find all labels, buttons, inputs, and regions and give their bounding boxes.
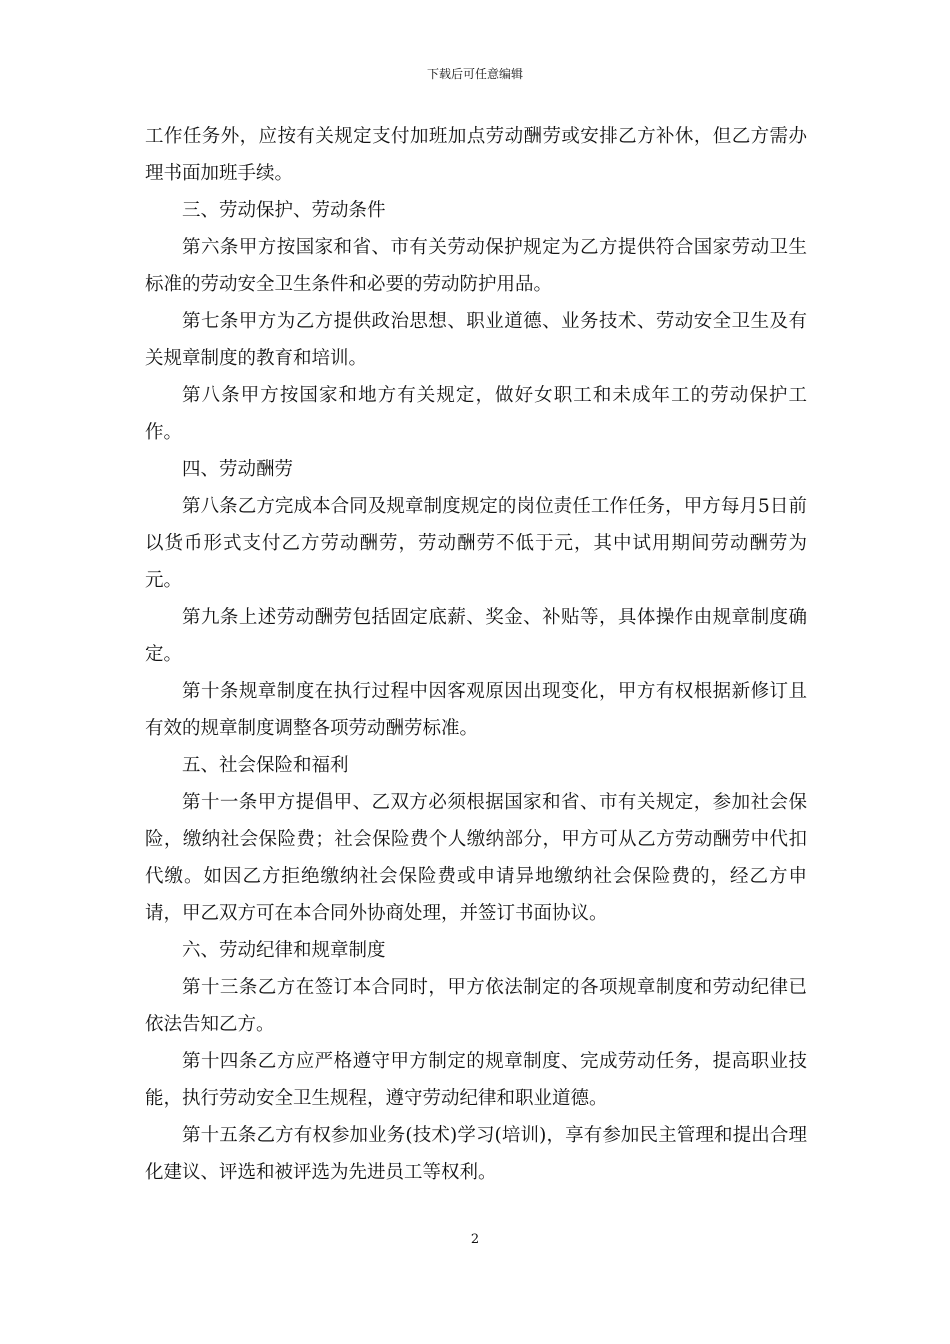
article-13: 第十三条乙方在签订本合同时，甲方依法制定的各项规章制度和劳动纪律已依法告知乙方。: [145, 977, 807, 1035]
section-heading-social-insurance: 五、社会保险和福利: [182, 755, 349, 776]
section-heading-remuneration: 四、劳动酬劳: [182, 459, 294, 480]
article-8-protection: 第八条甲方按国家和地方有关规定，做好女职工和未成年工的劳动保护工作。: [145, 385, 807, 443]
article-8-remuneration: 第八条乙方完成本合同及规章制度规定的岗位责任工作任务，甲方每月5日前以货币形式支付乙方劳动酬劳，劳动酬劳不低于元，其中试用期间劳动酬劳为元。: [145, 496, 807, 591]
article-10: 第十条规章制度在执行过程中因客观原因出现变化，甲方有权根据新修订且有效的规章制度调整各项劳动酬劳标准。: [145, 681, 807, 739]
article-7: 第七条甲方为乙方提供政治思想、职业道德、业务技术、劳动安全卫生及有关规章制度的教育和培训。: [145, 311, 807, 369]
page-header: 下载后可任意编辑: [426, 67, 523, 81]
article-6: 第六条甲方按国家和省、市有关劳动保护规定为乙方提供符合国家劳动卫生标准的劳动安全卫生条件和必要的劳动防护用品。: [145, 237, 807, 295]
page-number: 2: [470, 1232, 480, 1247]
article-14: 第十四条乙方应严格遵守甲方制定的规章制度、完成劳动任务，提高职业技能，执行劳动安全卫生规程，遵守劳动纪律和职业道德。: [145, 1051, 807, 1109]
section-heading-labor-protection: 三、劳动保护、劳动条件: [182, 200, 386, 221]
paragraph-continuation: 工作任务外，应按有关规定支付加班加点劳动酬劳或安排乙方补休，但乙方需办理书面加班手续。: [145, 126, 807, 184]
article-9: 第九条上述劳动酬劳包括固定底薪、奖金、补贴等，具体操作由规章制度确定。: [145, 607, 807, 665]
document-body: [145, 118, 807, 1191]
article-11: 第十一条甲方提倡甲、乙双方必须根据国家和省、市有关规定，参加社会保险，缴纳社会保险费；社会保险费个人缴纳部分，甲方可从乙方劳动酬劳中代扣代缴。如因乙方拒绝缴纳社会保险费或申请异地缴纳社会保险费的，经乙方申请，甲乙双方可在本合同外协商处理，并签订书面协议。: [145, 792, 807, 924]
article-15: 第十五条乙方有权参加业务(技术)学习(培训)，享有参加民主管理和提出合理化建议、评选和被评选为先进员工等权利。: [145, 1125, 807, 1183]
section-heading-discipline: 六、劳动纪律和规章制度: [182, 940, 386, 961]
